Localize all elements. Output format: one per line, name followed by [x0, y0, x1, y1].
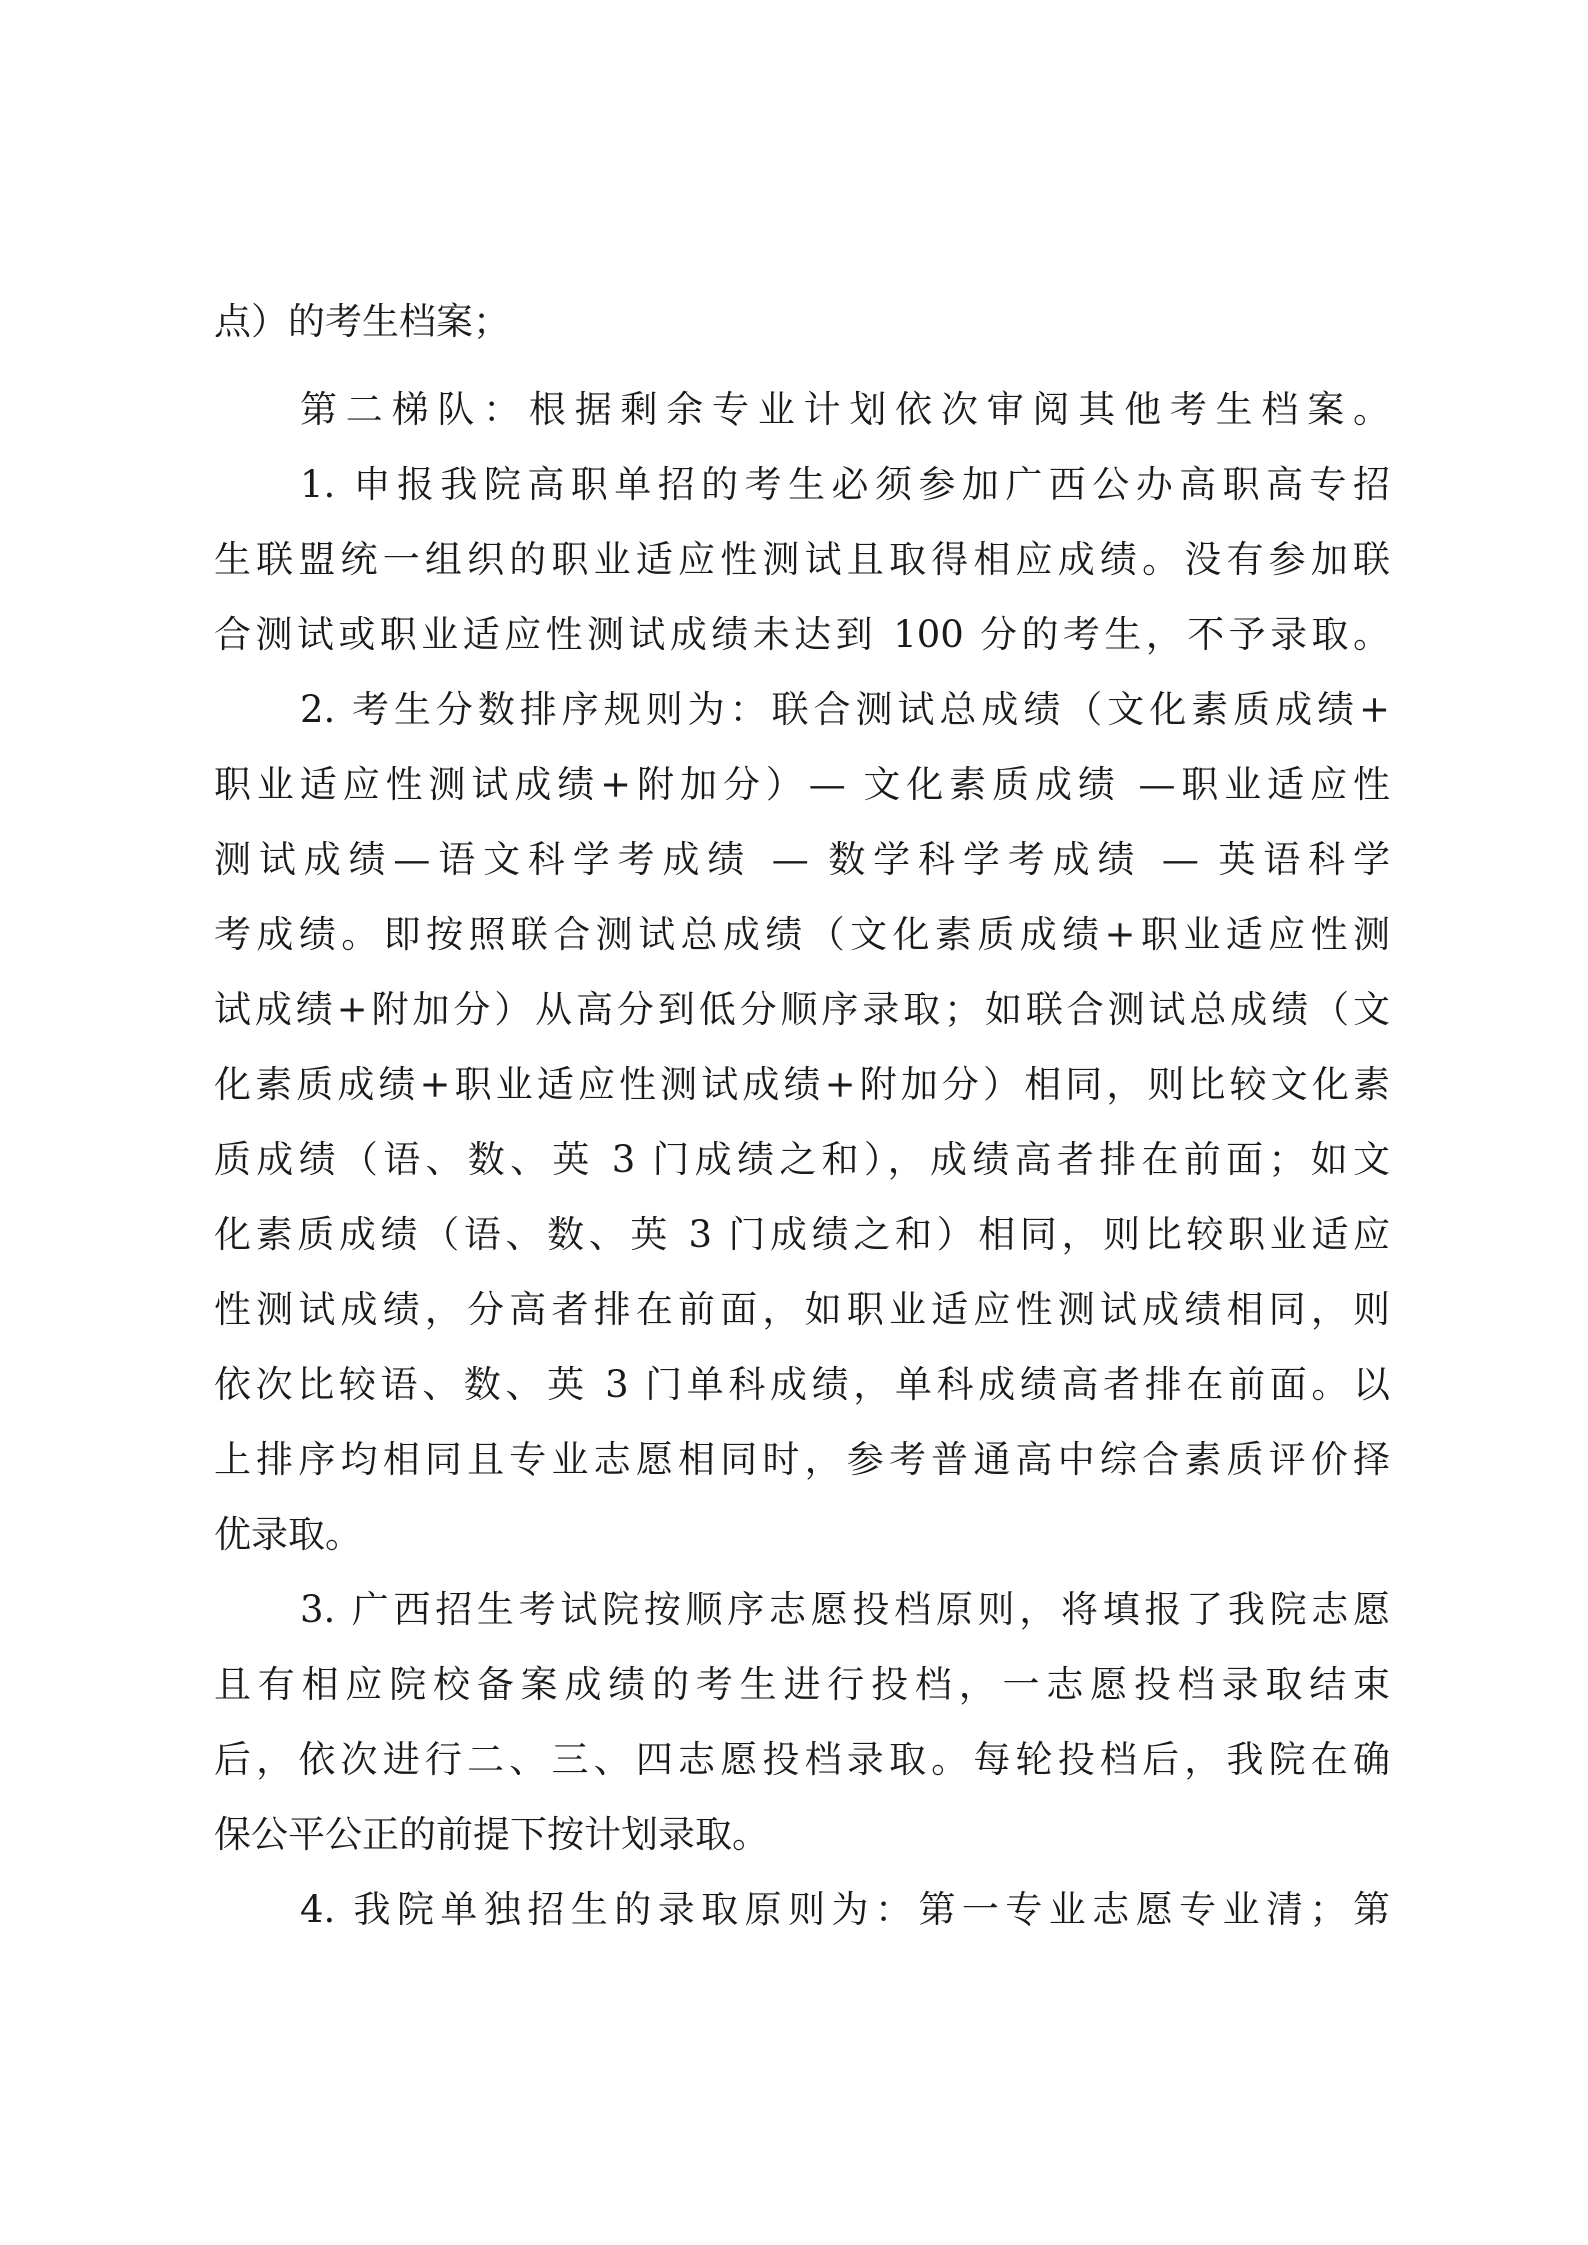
text-line: 试成绩+附加分）从高分到低分顺序录取；如联合测试总成绩（文	[214, 988, 1390, 1031]
text-line: 上排序均相同且专业志愿相同时，参考普通高中综合素质评价择	[214, 1438, 1390, 1481]
text-line: 优录取。	[214, 1513, 362, 1556]
text-line: 化素质成绩（语、数、英 3 门成绩之和）相同，则比较职业适应	[214, 1213, 1390, 1256]
text-line: 依次比较语、数、英 3 门单科成绩，单科成绩高者排在前面。以	[214, 1363, 1390, 1406]
text-line: 第二梯队：根据剩余专业计划依次审阅其他考生档案。	[300, 388, 1390, 431]
text-line: 4. 我院单独招生的录取原则为：第一专业志愿专业清；第	[300, 1888, 1390, 1931]
text-line: 生联盟统一组织的职业适应性测试且取得相应成绩。没有参加联	[214, 538, 1390, 581]
text-line: 1. 申报我院高职单招的考生必须参加广西公办高职高专招	[300, 463, 1390, 506]
text-line: 化素质成绩+职业适应性测试成绩+附加分）相同，则比较文化素	[214, 1063, 1390, 1106]
text-line: 测试成绩—语文科学考成绩 — 数学科学考成绩 — 英语科学	[214, 838, 1390, 881]
text-line: 且有相应院校备案成绩的考生进行投档，一志愿投档录取结束	[214, 1663, 1390, 1706]
text-line: 合测试或职业适应性测试成绩未达到 100 分的考生，不予录取。	[214, 613, 1390, 656]
text-line: 质成绩（语、数、英 3 门成绩之和），成绩高者排在前面；如文	[214, 1138, 1390, 1181]
text-line: 后，依次进行二、三、四志愿投档录取。每轮投档后，我院在确	[214, 1738, 1390, 1781]
text-line: 职业适应性测试成绩+附加分）— 文化素质成绩 —职业适应性	[214, 763, 1390, 806]
text-line: 保公平公正的前提下按计划录取。	[214, 1813, 769, 1856]
text-line: 点）的考生档案；	[214, 300, 510, 343]
text-line: 3. 广西招生考试院按顺序志愿投档原则，将填报了我院志愿	[300, 1588, 1390, 1631]
text-line: 性测试成绩，分高者排在前面，如职业适应性测试成绩相同，则	[214, 1288, 1390, 1331]
text-line: 2. 考生分数排序规则为：联合测试总成绩（文化素质成绩+	[300, 688, 1390, 731]
text-line: 考成绩。即按照联合测试总成绩（文化素质成绩+职业适应性测	[214, 913, 1390, 956]
